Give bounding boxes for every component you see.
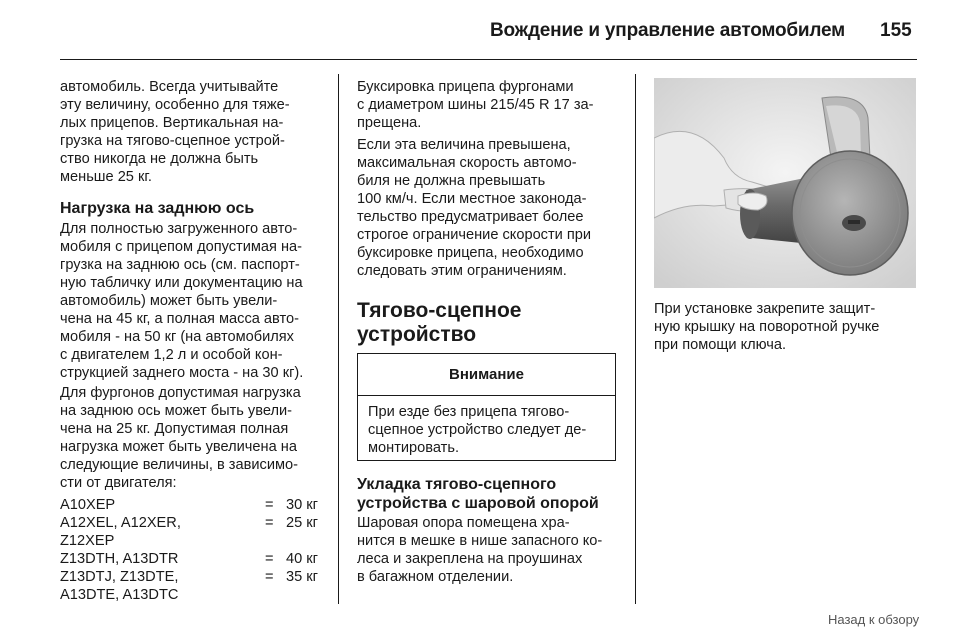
text-line: мобиля с прицепом допустимая на- [60, 239, 303, 255]
heading-line: Укладка тягово-сцепного [357, 476, 557, 493]
column-divider-left [338, 74, 339, 604]
text-line: прещена. [357, 115, 422, 131]
van-load-text [60, 384, 330, 492]
text-line: в багажном отделении. [357, 569, 514, 585]
intro-line: меньше 25 кг. [60, 169, 152, 185]
towbar-cap-illustration [654, 78, 916, 288]
text-line: мобиля - на 50 кг (на автомобилях [60, 329, 294, 345]
section-heading [357, 299, 627, 347]
intro-line: грузка на тягово-сцепное устрой- [60, 133, 285, 149]
text-line: монтировать. [368, 440, 460, 456]
engine-value: 40 кг [286, 551, 318, 567]
text-line: следовать этим ограничениям. [357, 263, 567, 279]
intro-line: автомобиль. Всегда учитывайте [60, 79, 279, 95]
engine-name: A12XEL, A12XER, [60, 515, 181, 531]
equals-sign: = [265, 515, 274, 531]
text-line: грузка на заднюю ось (см. паспорт- [60, 257, 300, 273]
engine-name: Z12XEP [60, 533, 115, 549]
equals-sign: = [265, 497, 274, 513]
text-line: При езде без прицепа тягово- [368, 404, 570, 420]
warning-text [358, 396, 615, 457]
text-line: следующие величины, в зависимо- [60, 457, 298, 473]
text-line: сцепное устройство следует де- [368, 422, 587, 438]
text-line: Для фургонов допустимая нагрузка [60, 385, 301, 401]
engine-row [60, 496, 322, 514]
text-line: тельство предусматривает более [357, 209, 584, 225]
warning-title: Внимание [358, 354, 615, 396]
warning-box [357, 353, 616, 461]
back-to-overview-link[interactable]: Назад к обзору [828, 612, 920, 627]
engine-name: Z13DTH, A13DTR [60, 551, 179, 567]
engine-name: A10XEP [60, 497, 116, 513]
engine-value: 25 кг [286, 515, 318, 531]
text-line: на заднюю ось может быть увели- [60, 403, 292, 419]
engine-table [60, 496, 330, 606]
van-towing-text [357, 78, 627, 132]
column-divider-right [635, 74, 636, 604]
text-line: Шаровая опора помещена хра- [357, 515, 570, 531]
page-header-title: Вождение и управление автомобилем [490, 20, 845, 41]
engine-value: 30 кг [286, 497, 318, 513]
text-line: нится в мешке в нише запасного ко- [357, 533, 603, 549]
text-line: Если эта величина превышена, [357, 137, 571, 153]
rear-axle-heading: Нагрузка на заднюю ось [60, 200, 255, 217]
text-line: 100 км/ч. Если местное законода- [357, 191, 587, 207]
heading-line: Тягово-сцепное [357, 299, 522, 322]
text-line: струкцией заднего моста - на 30 кг). [60, 365, 304, 381]
figure-caption [654, 300, 924, 354]
text-line: При установке закрепите защит- [654, 301, 876, 317]
heading-line: устройства с шаровой опорой [357, 495, 599, 512]
engine-row [60, 550, 322, 568]
text-line: чена на 25 кг. Допустимая полная [60, 421, 289, 437]
heading-line: устройство [357, 323, 477, 346]
text-line: с двигателем 1,2 л и особой кон- [60, 347, 283, 363]
equals-sign: = [265, 551, 274, 567]
text-line: буксировке прицепа, необходимо [357, 245, 584, 261]
text-line: чена на 45 кг, а полная масса авто- [60, 311, 299, 327]
text-line: Для полностью загруженного авто- [60, 221, 298, 237]
text-line: ную табличку или документацию на [60, 275, 303, 291]
text-line: леса и закреплена на проушинах [357, 551, 583, 567]
text-line: максимальная скорость автомо- [357, 155, 577, 171]
header-rule [60, 59, 917, 60]
equals-sign: = [265, 569, 274, 585]
stowage-heading [357, 475, 627, 513]
text-line: нагрузка может быть увеличена на [60, 439, 297, 455]
intro-line: лых прицепов. Вертикальная на- [60, 115, 284, 131]
engine-row [60, 568, 322, 604]
column-1 [60, 78, 330, 186]
engine-value: 35 кг [286, 569, 318, 585]
intro-line: ство никогда не должна быть [60, 151, 259, 167]
intro-line: эту величину, особенно для тяже- [60, 97, 290, 113]
text-line: при помощи ключа. [654, 337, 787, 353]
rear-axle-text [60, 220, 330, 382]
text-line: Буксировка прицепа фургонами [357, 79, 574, 95]
text-line: биля не должна превышать [357, 173, 546, 189]
text-line: автомобиль) может быть увели- [60, 293, 278, 309]
text-line: сти от двигателя: [60, 475, 177, 491]
engine-row [60, 514, 322, 550]
text-line: с диаметром шины 215/45 R 17 за- [357, 97, 594, 113]
speed-limit-text [357, 136, 627, 280]
stowage-text [357, 514, 627, 586]
text-line: ную крышку на поворотной ручке [654, 319, 880, 335]
text-line: строгое ограничение скорости при [357, 227, 592, 243]
page-number: 155 [880, 20, 912, 41]
engine-name: A13DTE, A13DTC [60, 587, 179, 603]
engine-name: Z13DTJ, Z13DTE, [60, 569, 179, 585]
